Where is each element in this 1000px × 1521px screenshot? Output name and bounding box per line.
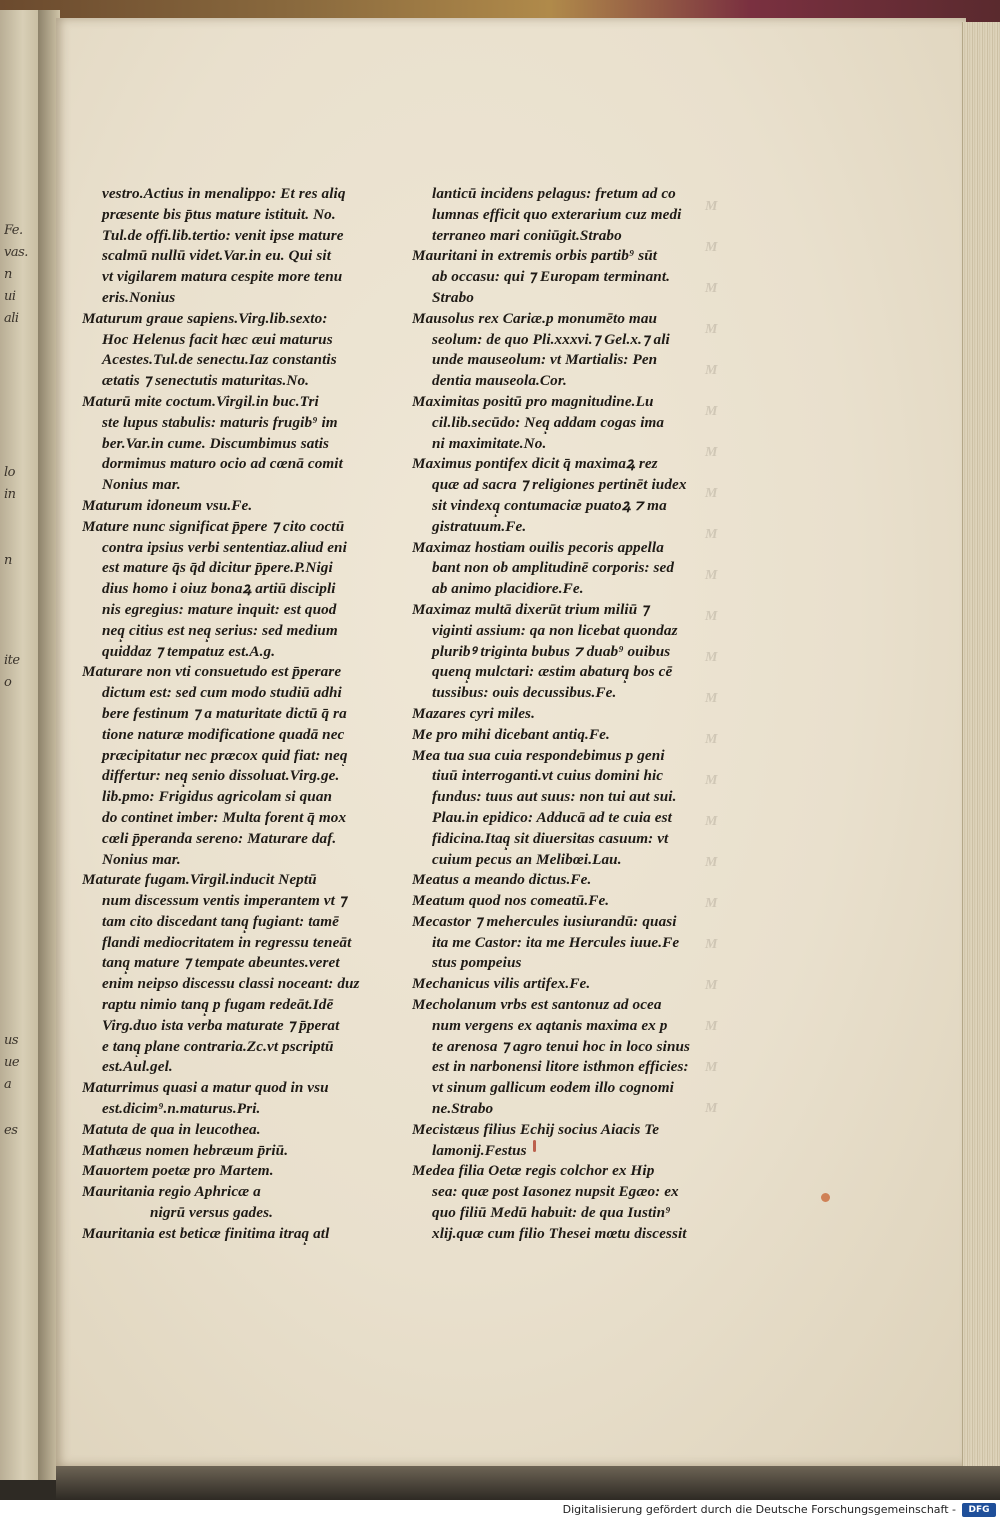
text-line: ste lupus stabulis: maturis frugib⁹ im [102, 413, 338, 431]
text-line: scalmū nullū videt.Var.in eu. Qui sit [102, 247, 332, 265]
text-line: lamonij.Festus [432, 1141, 527, 1159]
text-line: ab animo placidiore.Fe. [432, 580, 584, 598]
right-text-column [412, 184, 712, 1245]
text-line: Maximaz hostiam ouilis pecoris appella [412, 538, 664, 556]
text-line: Mauortem poetæ pro Martem. [82, 1162, 274, 1180]
text-line: Mathæus nomen hebræum p̄riū. [82, 1141, 289, 1159]
text-line: ætatis ⁊ senectutis maturitas.No. [102, 372, 310, 390]
paper-stain [821, 1193, 830, 1202]
page-stack-edges [962, 22, 1000, 1470]
text-line: Plau.in epidico: Adducā ad te cuia est [432, 808, 672, 826]
text-line: cuium pecus an Melibœi.Lau. [432, 850, 622, 868]
text-line: Tul.de offi.lib.tertio: venit ipse mature [102, 226, 344, 244]
text-line: tam cito discedant tanq̧ fugiant: tamē [102, 912, 339, 930]
text-line: terraneo mari coniūgit.Strabo [432, 226, 622, 244]
ink-mark [533, 1140, 536, 1152]
text-line: num discessum ventis imperantem vt ⁊ [102, 892, 347, 910]
text-line: Mecastor ⁊ mehercules iusiurandū: quasi [412, 912, 677, 930]
book-bottom-edge [56, 1466, 1000, 1500]
text-line: Me pro mihi dicebant antiq.Fe. [412, 725, 610, 743]
text-line: Mechanicus vilis artifex.Fe. [412, 975, 591, 993]
text-line: Maturum idoneum vsu.Fe. [82, 496, 253, 514]
text-line: lumnas efficit quo exterarium cuz medi [432, 205, 682, 223]
text-line: præsente bis p̄tus mature istituit. No. [102, 205, 336, 223]
text-line: est in narbonensi litore isthmon efficies: [432, 1058, 689, 1076]
text-line: contra ipsius verbi sententiaz.aliud eni [102, 538, 347, 556]
text-line: Mecholanum vrbs est santonuz ad ocea [412, 996, 662, 1014]
text-line: Strabo [432, 288, 474, 306]
text-line: Maturrimus quasi a matur quod in vsu [82, 1079, 329, 1097]
bleed-through-text: M M M M M M M M M M M M M M M M M M M M M M M [705, 199, 718, 1116]
text-line: pluribꝰ triginta bubus ⁊ duab⁹ ouibus [432, 642, 671, 660]
text-line: dormimus maturo ocio ad cœnā comit [102, 455, 343, 473]
text-line: Mauritania est beticæ finitima itraq̧ atl [82, 1224, 330, 1242]
text-line: quæ ad sacra ⁊ religiones pertinēt iudex [432, 476, 687, 494]
text-line: vt vigilarem matura cespite more tenu [102, 268, 343, 286]
text-line: Maximus pontifex dicit q̄ maximaꝝ rez [412, 455, 658, 473]
text-line: Mauritania regio Aphricæ a [82, 1183, 261, 1201]
text-line: fundus: tuus aut suus: non tui aut sui. [432, 788, 677, 806]
text-line: ab occasu: qui ⁊ Europam terminant. [432, 268, 671, 286]
text-line: Hoc Helenus facit hæc æui maturus [102, 330, 333, 348]
text-line: gistratuum.Fe. [432, 517, 527, 535]
text-line: Mazares cyri miles. [412, 704, 535, 722]
text-line: lib.pmo: Frigidus agricolam si quan [102, 788, 333, 806]
text-line: tione naturæ modificatione quadā nec [102, 725, 345, 743]
text-line: est.Aul.gel. [102, 1058, 173, 1076]
text-line: cœli p̄peranda sereno: Maturare daf. [102, 829, 337, 847]
text-line: flandi mediocritatem in regressu teneāt [102, 933, 352, 951]
text-line: fidicina.Itaq̧ sit diuersitas casuum: vt [432, 829, 669, 847]
text-line: dictum est: sed cum modo studiū adhi [102, 684, 342, 702]
text-line: tussibus: ouis decussibus.Fe. [432, 684, 617, 702]
text-line: Maturare non vti consuetudo est p̄perare [82, 663, 342, 681]
text-line: viginti assium: qa non licebat quondaz [432, 621, 678, 639]
text-line: e tanq̧ plane contraria.Zc.vt pscriptū [102, 1037, 334, 1055]
text-line: præcipitatur nec præcox quid fiat: neq̧ [102, 746, 348, 764]
text-line: unde mauseolum: vt Martialis: Pen [432, 351, 658, 369]
text-line: enim neipso discessu classi noceant: duz [102, 975, 360, 993]
text-line: ne.Strabo [432, 1100, 494, 1118]
left-text-column [82, 184, 382, 1245]
text-line: ni maximitate.No. [432, 434, 547, 452]
text-line: vestro.Actius in menalippo: Et res aliq [102, 185, 346, 202]
text-line: Nonius mar. [102, 476, 181, 494]
text-line: neq̧ citius est neq̧ serius: sed medium [102, 621, 338, 639]
text-line: do continet imber: Multa forent q̄ mox [102, 808, 347, 826]
text-line: quiddaz ⁊ tempatuz est.A.g. [102, 642, 276, 660]
dfg-logo: DFG [962, 1503, 996, 1517]
text-line: tanq̧ mature ⁊ tempate abeuntes.veret [102, 954, 340, 972]
text-line: num vergens ex aqtanis maxima ex p [432, 1016, 668, 1034]
text-line: cil.lib.secūdo: Neq̧ addam cogas ima [432, 413, 665, 431]
text-line: Meatus a meando dictus.Fe. [412, 871, 592, 889]
text-line: sea: quæ post Iasonez nupsit Egæo: ex [432, 1183, 679, 1201]
text-line: dius homo i oiuz bonaꝝ artiū discipli [102, 580, 336, 598]
text-line: Matuta de qua in leucothea. [82, 1120, 261, 1138]
text-line: Acestes.Tul.de senectu.Iaz constantis [102, 351, 337, 369]
text-line: Mature nunc significat p̄pere ⁊ cito coctū [82, 517, 345, 535]
text-line: Meatum quod nos comeatū.Fe. [412, 892, 610, 910]
text-line: bant non ob amplitudinē corporis: sed [432, 559, 675, 577]
text-line: Maturum graue sapiens.Virg.lib.sexto: [82, 309, 328, 327]
text-line: Maximitas positū pro magnitudine.Lu [412, 392, 654, 410]
text-line: nis egregius: mature inquit: est quod [102, 600, 337, 618]
text-line: differtur: neq̧ senio dissoluat.Virg.ge. [102, 767, 340, 785]
text-line: vt sinum gallicum eodem illo cognomi [432, 1079, 674, 1097]
text-line: est mature q̄s q̄d dicitur p̄pere.P.Nigi [102, 559, 333, 577]
text-line: Mausolus rex Cariæ.p monumēto mau [412, 309, 658, 327]
text-line: est.dicim⁹.n.maturus.Pri. [102, 1100, 261, 1118]
text-line: raptu nimio tanq̧ p fugam redeāt.Idē [102, 996, 334, 1014]
facing-page-edge: Fe. vas. n ui ali lo in n ite o us ue a es [0, 10, 40, 1480]
text-line: Maximaz multā dixerūt trium miliū ⁊ [412, 600, 649, 618]
footer-bar [0, 1500, 1000, 1521]
text-line: quo filiū Medū habuit: de qua Iustin⁹ [432, 1204, 671, 1222]
text-line: Mecistæus filius Echij socius Aiacis Te [412, 1120, 660, 1138]
text-line: eris.Nonius [102, 288, 176, 306]
text-line: Nonius mar. [102, 850, 181, 868]
text-line: sit vindexq̧ contumaciæ puatoꝝ ⁊ ma [432, 496, 667, 514]
text-line: Maturū mite coctum.Virgil.in buc.Tri [82, 392, 319, 410]
text-line: seolum: de quo Pli.xxxvi.⁊ Gel.x.⁊ ali [432, 330, 670, 348]
text-line: tiuū interroganti.vt cuius domini hic [432, 767, 664, 785]
text-line: Virg.duo ista verba maturate ⁊ p̄perat [102, 1016, 340, 1034]
text-line: quenq̧ mulctari: æstim abaturq̧ bos cē [432, 663, 673, 681]
text-line: bere festinum ⁊ a maturitate dictū q̄ ra [102, 704, 347, 722]
text-line: te arenosa ⁊ agro tenui hoc in loco sinus [432, 1037, 691, 1055]
text-line: xlij.quæ cum filio Thesei mœtu discessit [432, 1224, 687, 1242]
text-line: lanticū incidens pelagus: fretum ad co [432, 185, 676, 202]
text-line: stus pompeius [432, 954, 522, 972]
text-line: Mea tua sua cuia respondebimus p geni [412, 746, 665, 764]
text-line: Medea filia Oetæ regis colchor ex Hip [412, 1162, 655, 1180]
footer-credit: Digitalisierung gefördert durch die Deutsche Forschungsgemeinschaft - [562, 1503, 956, 1516]
text-line: nigrū versus gades. [150, 1204, 273, 1222]
text-line: ita me Castor: ita me Hercules iuue.Fe [432, 933, 680, 951]
text-line: ber.Var.in cume. Discumbimus satis [102, 434, 330, 452]
text-line: Mauritani in extremis orbis partib⁹ sūt [412, 247, 658, 265]
text-line: Maturate fugam.Virgil.inducit Neptū [82, 871, 317, 889]
text-line: dentia mauseola.Cor. [432, 372, 567, 390]
